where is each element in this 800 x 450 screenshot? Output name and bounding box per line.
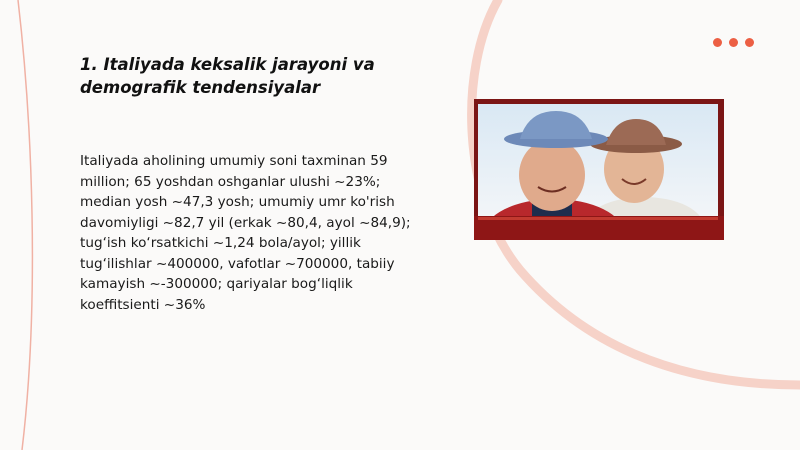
dot-icon [729,38,738,47]
dot-icon [713,38,722,47]
more-dots-icon [713,38,754,47]
dot-icon [745,38,754,47]
slide-body-text: Italiyada aholining umumiy soni taxminan 59 million; 65 yoshdan oshganlar ulushi ~23%; median yosh ~47,3 yosh; umumiy umr ko'rish davomiyligi ~82,7 yil (erkak ~80,4, ayol ~84,9); tug‘ish ko‘rsatkichi ~1,24 bola/ayol; yillik tug‘ilishlar ~400000, vafotlar ~700000, tabiiy kamayish ~-300000; qariyalar bog‘liqlik koeffitsienti ~36% [80,153,411,313]
slide-title: 1. Italiyada keksalik jarayoni va demografik tendensiyalar [80,55,375,97]
elderly-couple-photo [474,99,724,240]
